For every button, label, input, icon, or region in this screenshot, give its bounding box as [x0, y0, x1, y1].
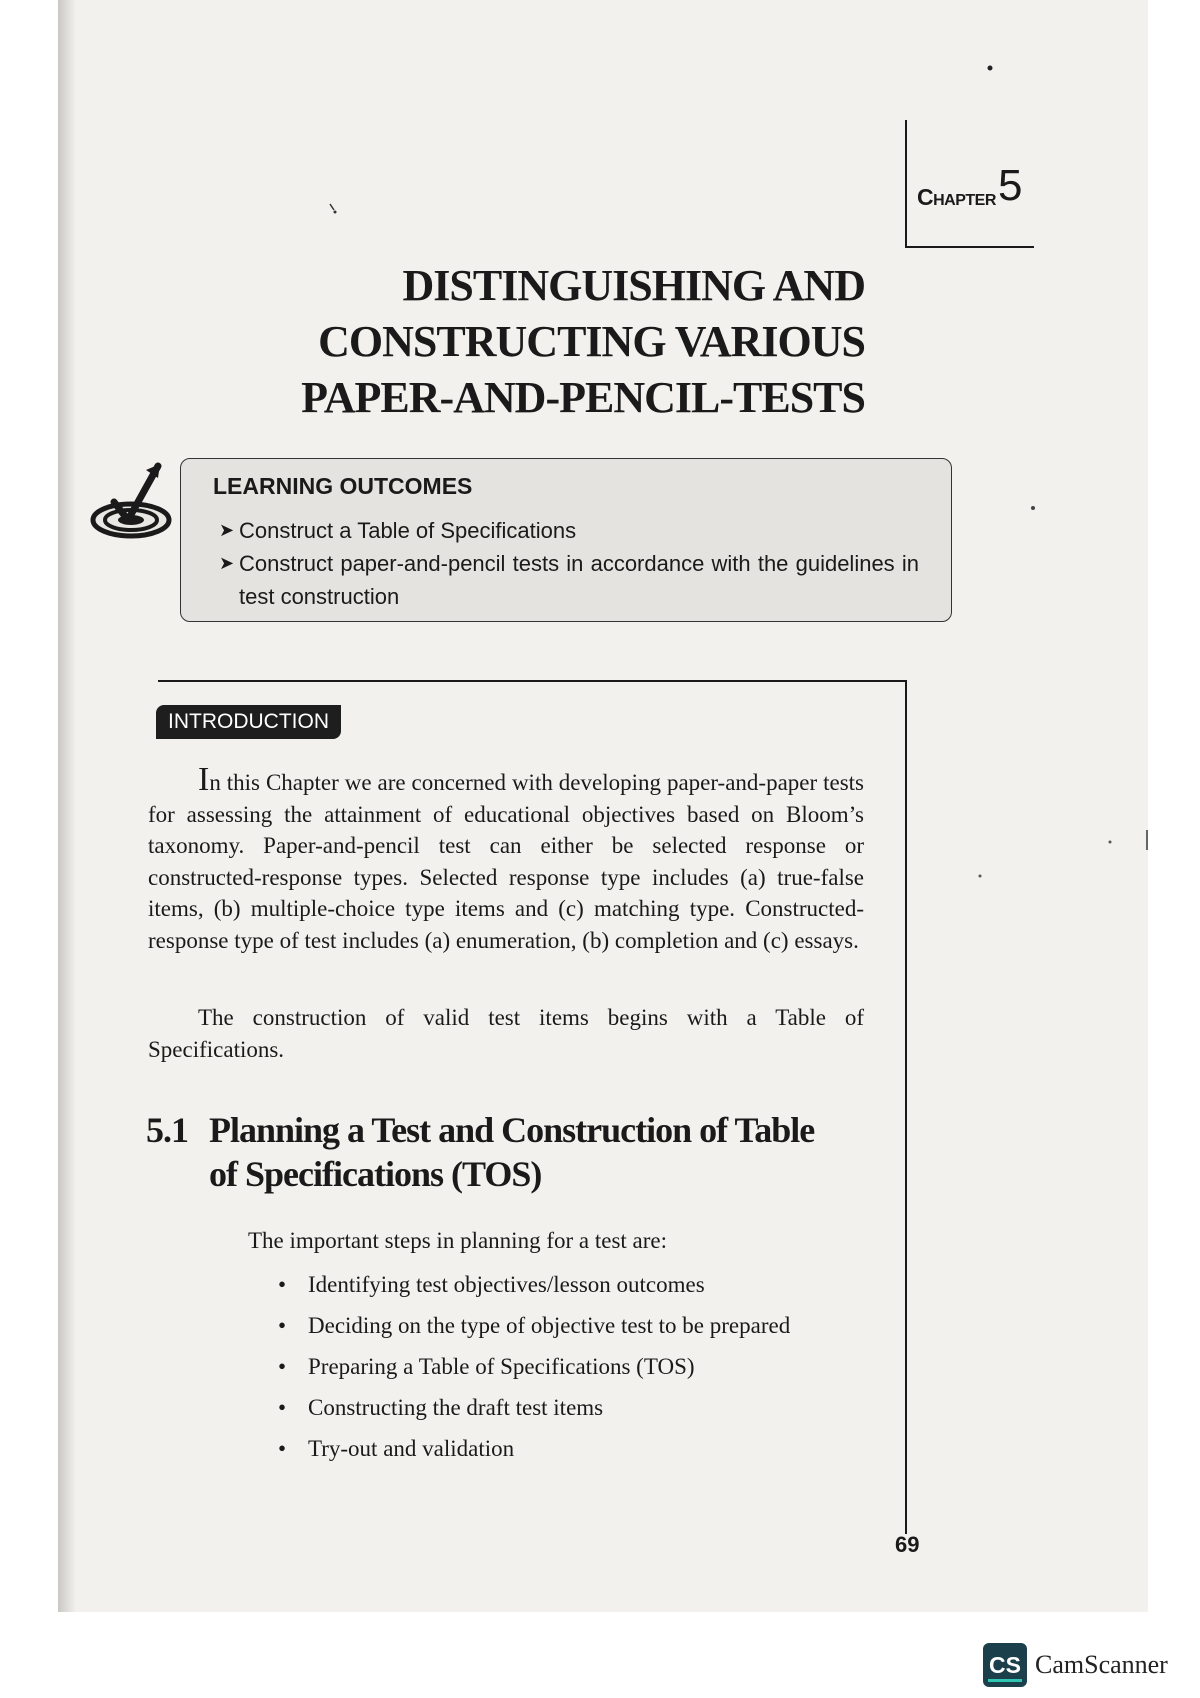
- arrow-bullet-icon: ➤: [219, 520, 235, 540]
- introduction-label: INTRODUCTION: [156, 705, 341, 739]
- learning-outcome-item: [219, 547, 919, 613]
- chapter-label: Chapter: [917, 184, 996, 210]
- step-text: Try-out and validation: [308, 1436, 515, 1461]
- page-spine-shadow: [58, 0, 76, 1612]
- arrow-bullet-icon: ➤: [219, 553, 235, 573]
- introduction-paragraph-1: [148, 761, 864, 956]
- learning-outcome-text: Construct paper-and-pencil tests in accordance with the guidelines in test construction: [239, 551, 919, 609]
- chapter-title-line-1: DISTINGUISHING AND: [402, 261, 865, 310]
- camscanner-logo-icon: CS: [983, 1643, 1027, 1687]
- step-text: Constructing the draft test items: [308, 1395, 604, 1420]
- list-item: [278, 1428, 790, 1469]
- step-text: Deciding on the type of objective test to be prepared: [308, 1313, 791, 1338]
- section-title: Planning a Test and Construction of Table of Specifications (TOS): [209, 1110, 815, 1194]
- learning-outcome-item: [219, 514, 919, 547]
- step-text: Preparing a Table of Specifications (TOS): [308, 1354, 695, 1379]
- chapter-title-line-2: CONSTRUCTING VARIOUS: [318, 317, 865, 366]
- camscanner-watermark: [983, 1643, 1168, 1687]
- bullet-icon: •: [278, 1436, 287, 1461]
- chapter-title: [165, 258, 865, 426]
- drop-cap: I: [198, 761, 210, 798]
- camscanner-name: CamScanner: [1035, 1650, 1168, 1679]
- list-item: [278, 1346, 790, 1387]
- bullet-icon: •: [278, 1395, 287, 1420]
- target-with-checkmark-icon: [88, 462, 174, 544]
- learning-outcome-text: Construct a Table of Specifications: [239, 518, 577, 543]
- list-item: [278, 1305, 790, 1346]
- list-item: [278, 1264, 790, 1305]
- steps-intro: The important steps in planning for a test are:: [248, 1228, 667, 1253]
- learning-outcomes-box: [180, 458, 952, 622]
- steps-list: [278, 1264, 790, 1469]
- learning-outcomes-heading: LEARNING OUTCOMES: [213, 473, 473, 499]
- bullet-icon: •: [278, 1272, 287, 1297]
- page-number: 69: [895, 1532, 920, 1557]
- bullet-icon: •: [278, 1354, 287, 1379]
- introduction-paragraph-1-text: n this Chapter we are concerned with developing paper-and-paper tests for assessing the attainment of educational objectives based on Bloom’s taxonomy. Paper-and-pencil test can either be selected response or constructed-response types. Selected response type includes (a) true-false items, (b) multiple-choice type items and (c) matching type. Constructed-response type of test includes (a) enumeration, (b) completion and (c) essays.: [148, 770, 864, 953]
- introduction-paragraph-2: The construction of valid test items begins with a Table of Specifications.: [148, 1005, 864, 1062]
- step-text: Identifying test objectives/lesson outcomes: [308, 1272, 705, 1297]
- chapter-number: 5: [998, 161, 1023, 210]
- bullet-icon: •: [278, 1313, 287, 1338]
- chapter-title-line-3: PAPER-AND-PENCIL-TESTS: [301, 373, 865, 422]
- section-number: 5.1: [146, 1110, 188, 1150]
- list-item: [278, 1387, 790, 1428]
